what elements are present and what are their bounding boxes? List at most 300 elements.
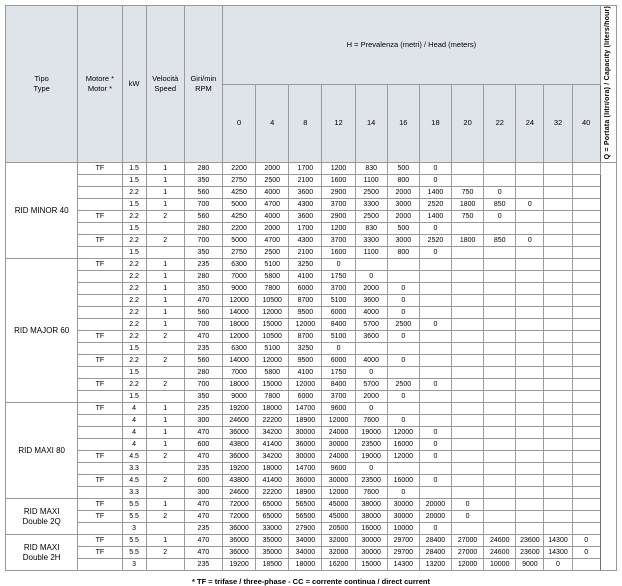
capacity-cell: 1200 — [322, 223, 355, 235]
capacity-cell: 15000 — [355, 559, 387, 571]
capacity-cell — [572, 403, 600, 415]
capacity-cell: 19200 — [222, 559, 255, 571]
speed-cell — [146, 343, 184, 355]
speed-cell: 1 — [146, 175, 184, 187]
capacity-cell — [484, 271, 516, 283]
capacity-cell: 30000 — [387, 499, 419, 511]
table-row — [6, 343, 617, 355]
capacity-cell — [387, 343, 419, 355]
capacity-cell — [516, 475, 544, 487]
speed-cell: 1 — [146, 187, 184, 199]
capacity-cell: 0 — [419, 427, 451, 439]
capacity-cell: 65000 — [256, 511, 289, 523]
capacity-cell: 800 — [387, 247, 419, 259]
capacity-cell: 19000 — [355, 427, 387, 439]
capacity-cell: 1100 — [355, 247, 387, 259]
capacity-cell — [452, 259, 484, 271]
capacity-cell — [516, 523, 544, 535]
motor-type-cell — [78, 307, 122, 319]
capacity-cell — [452, 355, 484, 367]
capacity-cell: 850 — [484, 199, 516, 211]
capacity-cell: 0 — [419, 319, 451, 331]
header-velocita — [146, 6, 184, 163]
capacity-cell: 7800 — [256, 391, 289, 403]
kw-cell: 5.5 — [122, 511, 146, 523]
capacity-cell: 23500 — [355, 475, 387, 487]
capacity-cell: 2900 — [322, 211, 355, 223]
capacity-cell: 2100 — [289, 175, 322, 187]
capacity-cell — [572, 439, 600, 451]
capacity-cell: 5800 — [256, 271, 289, 283]
capacity-cell: 3300 — [355, 235, 387, 247]
capacity-cell — [516, 307, 544, 319]
capacity-cell — [544, 295, 572, 307]
capacity-cell: 0 — [387, 487, 419, 499]
capacity-cell: 14000 — [222, 355, 255, 367]
capacity-cell — [572, 511, 600, 523]
capacity-cell — [419, 367, 451, 379]
kw-cell: 2.2 — [122, 283, 146, 295]
capacity-cell: 3700 — [322, 283, 355, 295]
capacity-cell: 18900 — [289, 487, 322, 499]
capacity-cell — [572, 367, 600, 379]
capacity-cell: 0 — [355, 403, 387, 415]
capacity-cell: 0 — [387, 391, 419, 403]
capacity-cell — [452, 175, 484, 187]
capacity-cell — [516, 187, 544, 199]
rpm-cell: 350 — [184, 391, 222, 403]
capacity-cell — [544, 355, 572, 367]
capacity-cell: 23600 — [516, 535, 544, 547]
header-kw: kW — [122, 6, 146, 163]
capacity-cell: 30000 — [355, 535, 387, 547]
capacity-cell: 3300 — [355, 199, 387, 211]
motor-type-cell: TF — [78, 211, 122, 223]
capacity-cell: 38000 — [355, 499, 387, 511]
capacity-cell: 12000 — [322, 487, 355, 499]
capacity-cell: 12000 — [322, 415, 355, 427]
speed-cell: 2 — [146, 547, 184, 559]
capacity-cell — [516, 343, 544, 355]
capacity-cell: 23500 — [355, 439, 387, 451]
capacity-cell: 34200 — [256, 427, 289, 439]
kw-cell: 1.5 — [122, 223, 146, 235]
capacity-cell: 3600 — [355, 295, 387, 307]
capacity-cell: 6000 — [322, 355, 355, 367]
capacity-cell: 18900 — [289, 415, 322, 427]
motor-type-cell — [78, 319, 122, 331]
capacity-side-label-cell — [600, 6, 616, 163]
capacity-cell: 0 — [419, 523, 451, 535]
header-h-0: 0 — [222, 84, 255, 163]
capacity-cell — [544, 343, 572, 355]
capacity-cell: 30000 — [322, 439, 355, 451]
capacity-side-label: Q = Portata (litri/ora) / Capacity (liters/hour) — [604, 6, 612, 160]
capacity-cell: 24600 — [222, 487, 255, 499]
speed-cell: 1 — [146, 427, 184, 439]
speed-cell: 1 — [146, 535, 184, 547]
speed-cell: 1 — [146, 499, 184, 511]
capacity-cell: 10500 — [256, 331, 289, 343]
capacity-cell: 27000 — [452, 547, 484, 559]
capacity-cell: 32000 — [322, 535, 355, 547]
header-h-8: 8 — [289, 84, 322, 163]
capacity-cell — [516, 511, 544, 523]
capacity-cell: 8700 — [289, 331, 322, 343]
capacity-cell: 3250 — [289, 343, 322, 355]
speed-cell: 1 — [146, 163, 184, 175]
motor-type-cell: TF — [78, 379, 122, 391]
table-row — [6, 247, 617, 259]
capacity-cell: 20000 — [419, 499, 451, 511]
capacity-cell: 0 — [322, 259, 355, 271]
capacity-cell — [452, 223, 484, 235]
capacity-cell: 0 — [387, 307, 419, 319]
kw-cell: 1.5 — [122, 247, 146, 259]
capacity-cell — [572, 523, 600, 535]
capacity-cell — [544, 307, 572, 319]
capacity-cell: 6000 — [289, 283, 322, 295]
motor-type-cell: TF — [78, 499, 122, 511]
pump-performance-table — [5, 5, 617, 571]
capacity-cell: 9500 — [289, 307, 322, 319]
capacity-cell — [484, 427, 516, 439]
capacity-cell — [419, 307, 451, 319]
capacity-cell — [484, 367, 516, 379]
table-row — [6, 535, 617, 547]
capacity-cell: 0 — [516, 235, 544, 247]
capacity-cell — [544, 259, 572, 271]
capacity-cell — [419, 391, 451, 403]
capacity-cell — [516, 403, 544, 415]
capacity-cell — [484, 415, 516, 427]
capacity-cell: 2900 — [322, 187, 355, 199]
capacity-cell: 0 — [419, 379, 451, 391]
table-row — [6, 559, 617, 571]
capacity-cell: 43800 — [222, 439, 255, 451]
capacity-cell: 5700 — [355, 319, 387, 331]
capacity-cell — [419, 283, 451, 295]
rpm-cell: 300 — [184, 487, 222, 499]
header-tipo-en: Type — [33, 84, 50, 94]
table-row — [6, 427, 617, 439]
capacity-cell: 14700 — [289, 463, 322, 475]
capacity-cell — [452, 451, 484, 463]
capacity-cell: 24600 — [484, 535, 516, 547]
capacity-cell — [544, 463, 572, 475]
capacity-cell — [572, 487, 600, 499]
kw-cell: 2.2 — [122, 295, 146, 307]
capacity-cell: 6000 — [322, 307, 355, 319]
capacity-cell: 1400 — [419, 187, 451, 199]
capacity-cell: 0 — [544, 559, 572, 571]
rpm-cell: 700 — [184, 379, 222, 391]
kw-cell: 2.2 — [122, 331, 146, 343]
capacity-cell — [544, 199, 572, 211]
capacity-cell — [572, 163, 600, 175]
speed-cell: 1 — [146, 259, 184, 271]
speed-cell: 1 — [146, 439, 184, 451]
kw-cell: 3.3 — [122, 487, 146, 499]
header-prevalenza: H = Prevalenza (metri) / Head (meters) — [222, 6, 600, 85]
capacity-cell: 18000 — [256, 403, 289, 415]
capacity-cell — [516, 295, 544, 307]
header-h-24: 24 — [516, 84, 544, 163]
kw-cell: 2.2 — [122, 235, 146, 247]
rpm-cell: 560 — [184, 187, 222, 199]
capacity-cell — [484, 163, 516, 175]
table-row — [6, 391, 617, 403]
capacity-cell: 2500 — [256, 247, 289, 259]
motor-type-cell — [78, 463, 122, 475]
capacity-cell — [572, 199, 600, 211]
capacity-cell: 5100 — [256, 343, 289, 355]
capacity-cell — [484, 439, 516, 451]
capacity-cell: 6300 — [222, 343, 255, 355]
capacity-cell: 34200 — [256, 451, 289, 463]
kw-cell: 1.5 — [122, 199, 146, 211]
capacity-cell: 2500 — [355, 187, 387, 199]
capacity-cell — [484, 451, 516, 463]
model-name-cell — [6, 535, 78, 571]
capacity-cell — [452, 403, 484, 415]
capacity-cell: 36000 — [222, 427, 255, 439]
speed-cell: 1 — [146, 307, 184, 319]
capacity-cell: 13200 — [419, 559, 451, 571]
motor-type-cell — [78, 295, 122, 307]
capacity-cell: 2750 — [222, 247, 255, 259]
header-rpm — [184, 6, 222, 163]
rpm-cell: 600 — [184, 439, 222, 451]
motor-type-cell: TF — [78, 163, 122, 175]
capacity-cell — [572, 187, 600, 199]
capacity-cell — [516, 391, 544, 403]
capacity-cell: 4300 — [289, 199, 322, 211]
kw-cell: 4.5 — [122, 475, 146, 487]
kw-cell: 2.2 — [122, 259, 146, 271]
capacity-cell: 2100 — [289, 247, 322, 259]
capacity-cell: 16200 — [322, 559, 355, 571]
capacity-cell: 4000 — [256, 187, 289, 199]
capacity-cell — [572, 259, 600, 271]
model-name-cell: RID MAXI 80 — [6, 403, 78, 499]
speed-cell: 2 — [146, 451, 184, 463]
kw-cell: 2.2 — [122, 271, 146, 283]
table-row — [6, 199, 617, 211]
capacity-cell: 0 — [572, 547, 600, 559]
speed-cell — [146, 463, 184, 475]
capacity-cell: 19000 — [355, 451, 387, 463]
capacity-cell: 12000 — [222, 295, 255, 307]
capacity-cell: 30000 — [289, 451, 322, 463]
capacity-cell — [484, 295, 516, 307]
capacity-cell: 4000 — [355, 307, 387, 319]
kw-cell: 5.5 — [122, 547, 146, 559]
kw-cell: 4 — [122, 439, 146, 451]
capacity-cell — [484, 247, 516, 259]
header-h-4: 4 — [256, 84, 289, 163]
motor-type-cell — [78, 487, 122, 499]
rpm-cell: 235 — [184, 403, 222, 415]
rpm-cell: 280 — [184, 163, 222, 175]
capacity-cell: 34000 — [289, 547, 322, 559]
capacity-cell — [544, 283, 572, 295]
capacity-cell: 2000 — [355, 391, 387, 403]
capacity-side-spacer — [600, 163, 616, 571]
rpm-cell: 235 — [184, 259, 222, 271]
capacity-cell: 3700 — [322, 235, 355, 247]
capacity-cell: 830 — [355, 163, 387, 175]
capacity-cell: 23600 — [516, 547, 544, 559]
capacity-cell — [544, 475, 572, 487]
table-row — [6, 487, 617, 499]
rpm-cell: 235 — [184, 463, 222, 475]
capacity-cell — [452, 283, 484, 295]
capacity-cell — [452, 391, 484, 403]
capacity-cell — [387, 403, 419, 415]
rpm-cell: 600 — [184, 475, 222, 487]
speed-cell — [146, 559, 184, 571]
capacity-cell — [452, 343, 484, 355]
capacity-cell — [484, 403, 516, 415]
motor-type-cell — [78, 283, 122, 295]
capacity-cell: 24600 — [222, 415, 255, 427]
capacity-cell: 36000 — [222, 547, 255, 559]
capacity-cell — [544, 379, 572, 391]
capacity-cell — [544, 439, 572, 451]
capacity-cell: 0 — [387, 283, 419, 295]
capacity-cell: 850 — [484, 235, 516, 247]
capacity-cell — [516, 163, 544, 175]
capacity-cell — [516, 283, 544, 295]
speed-cell: 1 — [146, 271, 184, 283]
rpm-cell: 470 — [184, 499, 222, 511]
capacity-cell — [544, 271, 572, 283]
table-row — [6, 307, 617, 319]
motor-type-cell — [78, 523, 122, 535]
capacity-cell: 14000 — [222, 307, 255, 319]
capacity-cell: 4100 — [289, 367, 322, 379]
header-velocita-it: Velocità — [152, 74, 179, 84]
kw-cell: 1.5 — [122, 391, 146, 403]
capacity-cell: 0 — [419, 223, 451, 235]
kw-cell: 2.2 — [122, 307, 146, 319]
capacity-cell: 1800 — [452, 199, 484, 211]
capacity-cell: 9000 — [516, 559, 544, 571]
capacity-cell: 1750 — [322, 271, 355, 283]
capacity-cell — [452, 295, 484, 307]
capacity-cell: 4700 — [256, 199, 289, 211]
capacity-cell — [484, 259, 516, 271]
kw-cell: 2.2 — [122, 379, 146, 391]
capacity-cell: 24000 — [322, 427, 355, 439]
capacity-cell: 7600 — [355, 415, 387, 427]
table-row — [6, 547, 617, 559]
kw-cell: 1.5 — [122, 367, 146, 379]
capacity-cell: 0 — [387, 331, 419, 343]
capacity-cell — [355, 343, 387, 355]
capacity-cell: 72000 — [222, 511, 255, 523]
capacity-cell — [452, 331, 484, 343]
capacity-cell: 0 — [419, 163, 451, 175]
capacity-cell: 12000 — [387, 451, 419, 463]
capacity-cell — [544, 391, 572, 403]
capacity-cell — [419, 295, 451, 307]
rpm-cell: 235 — [184, 343, 222, 355]
capacity-cell: 2000 — [256, 223, 289, 235]
rpm-cell: 470 — [184, 331, 222, 343]
capacity-cell: 19200 — [222, 403, 255, 415]
capacity-cell — [544, 331, 572, 343]
motor-type-cell — [78, 343, 122, 355]
capacity-cell: 18000 — [289, 559, 322, 571]
model-name-line1: RID MAXI — [23, 542, 60, 552]
capacity-cell — [544, 451, 572, 463]
speed-cell — [146, 523, 184, 535]
capacity-cell: 7800 — [256, 283, 289, 295]
capacity-cell — [572, 343, 600, 355]
header-h-20: 20 — [452, 84, 484, 163]
motor-type-cell — [78, 439, 122, 451]
table-row — [6, 331, 617, 343]
capacity-cell — [572, 379, 600, 391]
capacity-cell: 0 — [484, 187, 516, 199]
motor-type-cell: TF — [78, 451, 122, 463]
header-h-18: 18 — [419, 84, 451, 163]
capacity-cell — [544, 415, 572, 427]
capacity-cell: 9500 — [289, 355, 322, 367]
table-row — [6, 223, 617, 235]
capacity-cell: 0 — [355, 271, 387, 283]
kw-cell: 1.5 — [122, 163, 146, 175]
capacity-cell: 0 — [387, 415, 419, 427]
capacity-cell: 0 — [452, 511, 484, 523]
capacity-cell — [572, 247, 600, 259]
capacity-cell: 27000 — [452, 535, 484, 547]
capacity-cell: 24600 — [484, 547, 516, 559]
kw-cell: 1.5 — [122, 343, 146, 355]
capacity-cell: 1700 — [289, 223, 322, 235]
capacity-cell: 12000 — [222, 331, 255, 343]
capacity-cell: 0 — [419, 439, 451, 451]
capacity-cell: 41400 — [256, 475, 289, 487]
capacity-cell — [572, 223, 600, 235]
kw-cell: 5.5 — [122, 499, 146, 511]
capacity-cell — [484, 331, 516, 343]
capacity-cell — [452, 163, 484, 175]
capacity-cell: 1600 — [322, 175, 355, 187]
header-motore-en: Motor * — [87, 84, 113, 94]
table-row — [6, 367, 617, 379]
capacity-cell — [452, 415, 484, 427]
capacity-cell — [452, 487, 484, 499]
capacity-cell — [572, 499, 600, 511]
speed-cell — [146, 367, 184, 379]
motor-type-cell — [78, 247, 122, 259]
capacity-cell: 0 — [484, 211, 516, 223]
capacity-cell: 12000 — [256, 355, 289, 367]
capacity-cell: 8700 — [289, 295, 322, 307]
header-h-22: 22 — [484, 84, 516, 163]
table-row — [6, 523, 617, 535]
capacity-cell — [516, 427, 544, 439]
capacity-cell: 7600 — [355, 487, 387, 499]
capacity-cell: 2200 — [222, 223, 255, 235]
rpm-cell: 470 — [184, 535, 222, 547]
capacity-cell — [544, 319, 572, 331]
capacity-cell: 2000 — [387, 187, 419, 199]
capacity-cell: 30000 — [355, 547, 387, 559]
